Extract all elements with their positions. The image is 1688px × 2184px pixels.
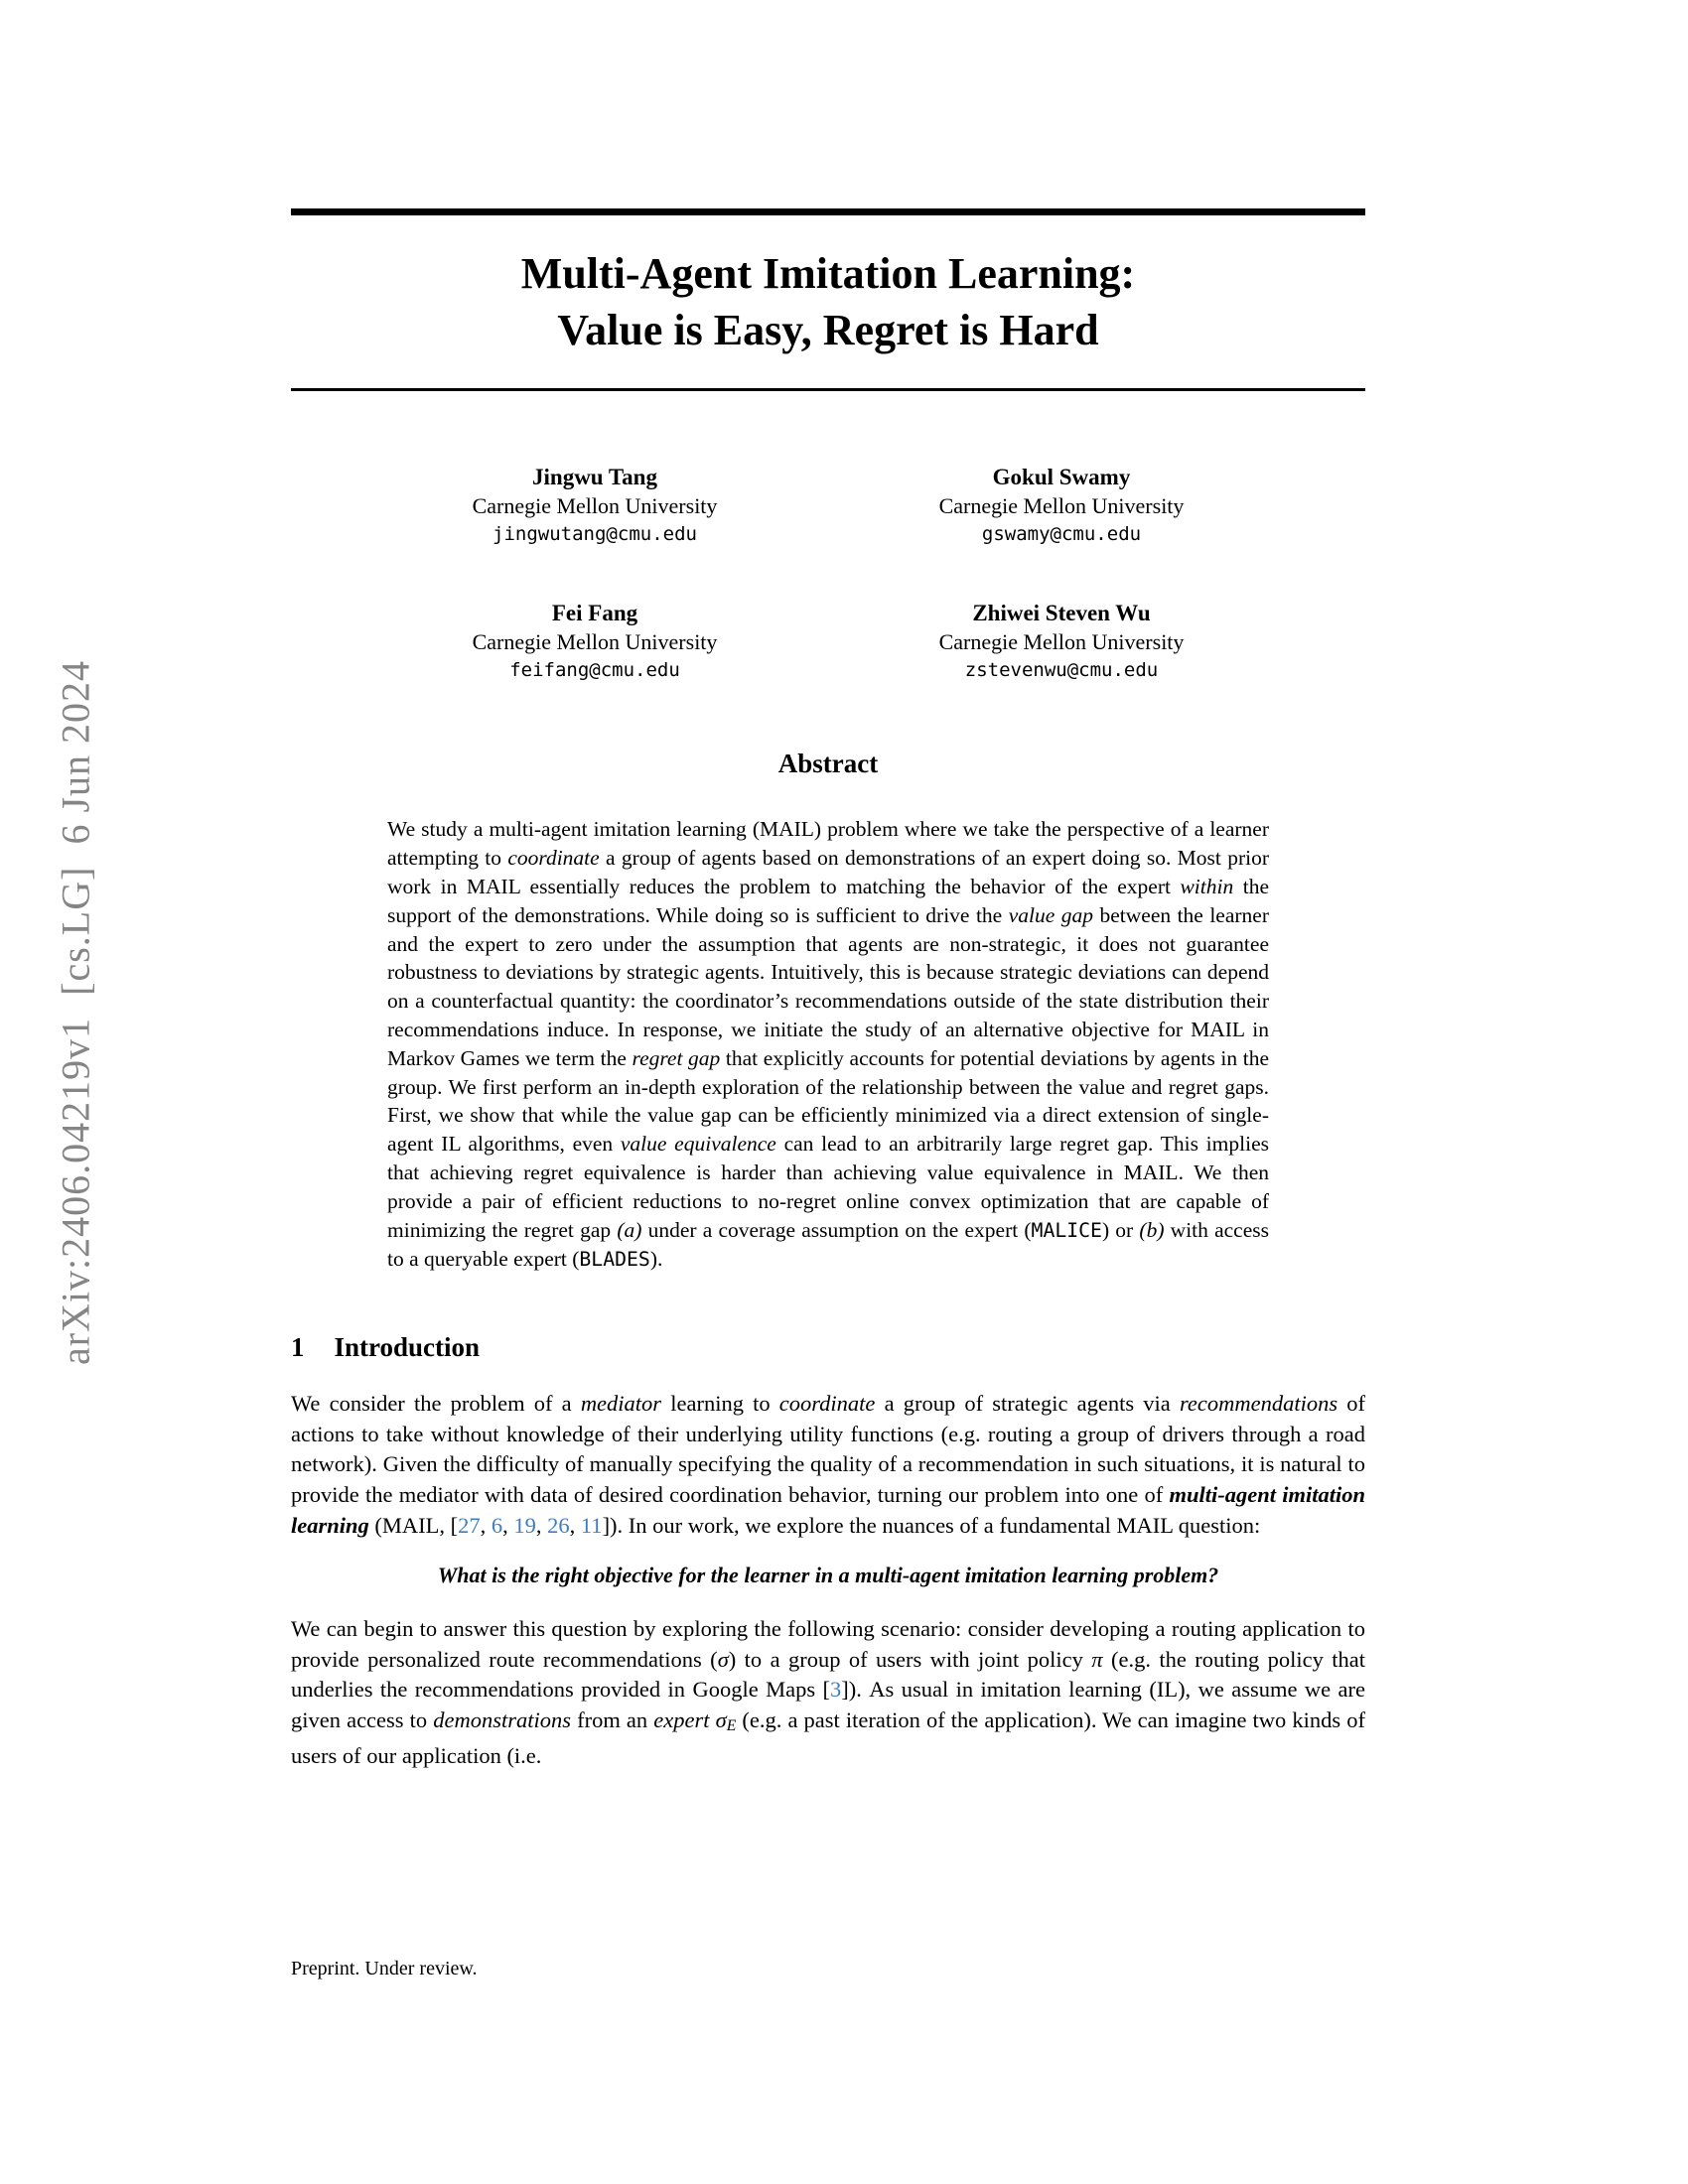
text-run: a group of strategic agents via [875, 1391, 1180, 1417]
text-run: ]). In our work, we explore the nuances of a fundamental MAIL question: [602, 1512, 1261, 1538]
citation-link[interactable]: 6 [491, 1512, 503, 1538]
text-run: that explicitly accounts for potential deviations by agents in the group. We first perform an in-depth exploration of the relationship between the value and regret gaps. First, we show that while the value gap can be efficiently minimized via a direct extension of single-agent IL algorithms, even [387, 1045, 1270, 1157]
author-name: Jingwu Tang [532, 465, 657, 490]
section-title: Introduction [334, 1332, 481, 1363]
author-name: Zhiwei Steven Wu [972, 601, 1151, 626]
text-run: value gap [1008, 902, 1093, 927]
author-affiliation: Carnegie Mellon University [472, 493, 718, 519]
text-run: between the learner and the expert to zero under the assumption that agents are non-strategic, it does not guarantee robustness to deviations by strategic agents. Intuitively, this is because strategic deviations can depend on a counterfactual quantity: the coordinator’s recommendations outside of the state distribution their recommendations induce. In response, we initiate the study of an alternative objective for MAIL in Markov Games we term the [387, 902, 1269, 1070]
text-run: a group of agents based on demonstrations of an expert doing so. Most prior work in MAIL essentially reduces the problem to matching the behavior of the expert [387, 846, 1269, 898]
paper-title-line-1: Multi-Agent Imitation Learning: [520, 249, 1136, 298]
author-affiliation: Carnegie Mellon University [938, 629, 1185, 655]
paper-content [291, 0, 1365, 1772]
text-run: , [502, 1512, 514, 1538]
research-question: What is the right objective for the learner in a multi-agent imitation learning problem? [437, 1563, 1219, 1588]
text-run: BLADES [579, 1248, 650, 1272]
text-run: of actions to take without knowledge of their underlying utility functions (e.g. routing a group of drivers through a road network). Given the difficulty of manually specifying the quality of a recommendation in such situations, it is natural to provide the mediator with data of desired coordination behavior, turning our problem into one of [291, 1391, 1365, 1507]
authors-grid [361, 463, 1295, 685]
text-run: regret gap [632, 1045, 721, 1070]
text-run: (a) [617, 1217, 642, 1242]
paper-title-line-2: Value is Easy, Regret is Hard [557, 306, 1099, 355]
footer-note: Preprint. Under review. [291, 1958, 478, 1979]
text-run: σ [715, 1706, 727, 1732]
text-run: under a coverage assumption on the expert ( [641, 1217, 1032, 1242]
citation-link[interactable]: 26 [547, 1512, 570, 1538]
author-email: zstevenwu@cmu.edu [964, 659, 1159, 682]
arxiv-watermark: arXiv:2406.04219v1 [cs.LG] 6 Jun 2024 [53, 659, 98, 1366]
text-run: expert [653, 1706, 710, 1732]
text-run: (MAIL, [ [368, 1512, 459, 1538]
text-run: ]). As usual in imitation learning (IL), we assume we are given access to [291, 1677, 1366, 1732]
abstract-text [387, 815, 1269, 1275]
title-rule-top [291, 208, 1365, 215]
text-run: We consider the problem of a [291, 1391, 581, 1417]
author-affiliation: Carnegie Mellon University [472, 629, 718, 655]
author-name: Gokul Swamy [992, 465, 1131, 490]
text-run: coordinate [778, 1391, 876, 1417]
text-run: , [480, 1512, 492, 1538]
text-run: σ [717, 1646, 729, 1672]
author-block-4 [828, 599, 1295, 685]
text-run: multi-agent imitation learning [291, 1481, 1365, 1538]
text-run: learning to [661, 1391, 779, 1417]
text-run: value equivalence [620, 1132, 776, 1157]
citation-link[interactable]: 3 [830, 1677, 842, 1703]
text-run: from an [571, 1706, 654, 1732]
citation-link[interactable]: 19 [513, 1512, 536, 1538]
text-run: within [1180, 874, 1234, 898]
text-run: π [1091, 1646, 1103, 1672]
text-run: coordinate [507, 846, 600, 871]
author-name: Fei Fang [551, 601, 638, 626]
text-run: ) to a group of users with joint policy [728, 1646, 1092, 1672]
citation-link[interactable]: 27 [458, 1512, 481, 1538]
text-run: (e.g. a past iteration of the application). We can imagine two kinds of users of our application (i.e. [291, 1706, 1365, 1769]
text-run: can lead to an arbitrarily large regret gap. This implies that achieving regret equivalence is harder than achieving value equivalence in MAIL. We then provide a pair of efficient reductions to no-regret online convex optimization that are capable of minimizing the regret gap [387, 1132, 1269, 1242]
intro-paragraph-2 [291, 1614, 1365, 1772]
text-run: (b) [1139, 1217, 1165, 1242]
text-run: , [535, 1512, 548, 1538]
paper-title [291, 245, 1365, 358]
text-run: (e.g. the routing policy that underlies the recommendations provided in Google Maps [ [291, 1646, 1365, 1703]
title-rule-bottom [291, 388, 1365, 391]
author-block-3 [361, 599, 828, 685]
text-run: ). [649, 1247, 663, 1272]
section-heading-introduction [291, 1332, 1365, 1363]
text-run: We can begin to answer this question by exploring the following scenario: consider developing a routing application to provide personalized route recommendations ( [291, 1616, 1365, 1672]
section-number: 1 [291, 1332, 305, 1363]
author-email: feifang@cmu.edu [509, 659, 680, 682]
intro-paragraph-1 [291, 1389, 1365, 1541]
text-run: ) or [1101, 1217, 1140, 1242]
text-run: the support of the demonstrations. While doing so is sufficient to drive the [387, 874, 1269, 927]
author-block-2 [828, 463, 1295, 549]
text-run: with access to a queryable expert ( [387, 1217, 1269, 1272]
text-run: E [726, 1716, 737, 1734]
text-run: demonstrations [433, 1706, 571, 1732]
author-email: gswamy@cmu.edu [981, 523, 1142, 546]
author-email: jingwutang@cmu.edu [492, 523, 697, 546]
citation-link[interactable]: 11 [580, 1512, 603, 1538]
text-run: , [569, 1512, 581, 1538]
author-affiliation: Carnegie Mellon University [938, 493, 1185, 519]
text-run: mediator [580, 1391, 662, 1417]
text-run: recommendations [1179, 1391, 1338, 1417]
text-run: We study a multi-agent imitation learning (MAIL) problem where we take the perspective of a learner attempting to [387, 817, 1269, 871]
text-run: MALICE [1031, 1218, 1102, 1242]
abstract-heading: Abstract [777, 749, 879, 779]
author-block-1 [361, 463, 828, 549]
